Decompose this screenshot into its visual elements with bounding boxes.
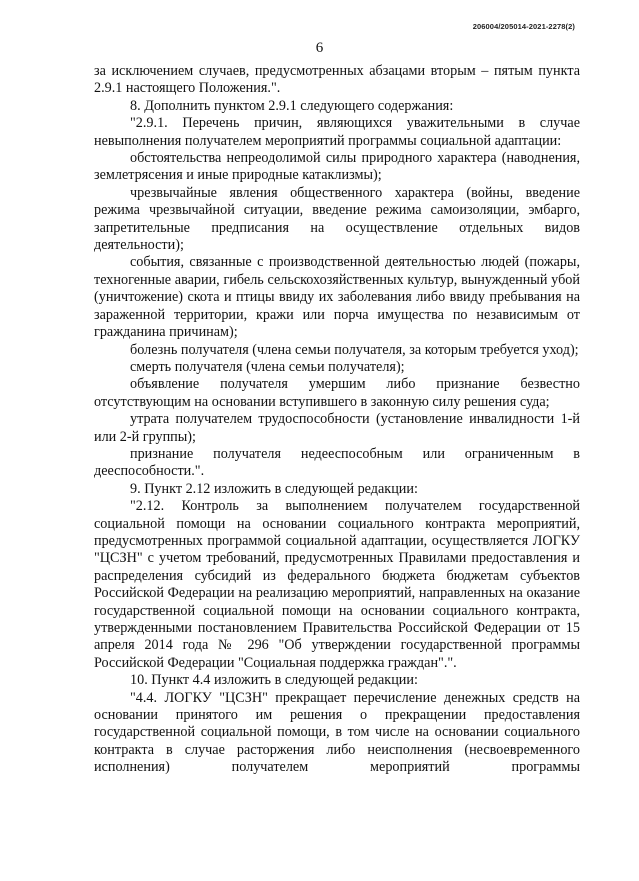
paragraph: "2.9.1. Перечень причин, являющихся уважительными в случае невыполнения получателем мероприятий программы социальной адаптации: (94, 115, 580, 149)
paragraph: объявление получателя умершим либо признание безвестно отсутствующим на основании вступившего в законную силу решения суда; (94, 376, 580, 410)
paragraph: признание получателя недееспособным или ограниченным в дееспособности.". (94, 445, 580, 480)
document-body (94, 63, 580, 777)
paragraph: обстоятельства непреодолимой силы природного характера (наводнения, землетрясения и иные природные катаклизмы); (94, 150, 580, 184)
paragraph: события, связанные с производственной деятельностью людей (пожары, техногенные аварии, гибель сельскохозяйственных культур, вынужденный убой (уничтожение) скота и птицы ввиду их заболевания либо ввиду пребывания на зараженной территории, кражи или порча имущества по независимым от гражданина причинам); (94, 254, 580, 341)
paragraph: 10. Пункт 4.4 изложить в следующей редакции: (130, 672, 418, 689)
document-id: 206004/205014-2021-2278(2) (472, 22, 575, 31)
paragraph: смерть получателя (члена семьи получателя); (130, 358, 405, 375)
paragraph: болезнь получателя (члена семьи получателя, за которым требуется уход); (130, 341, 579, 358)
paragraph: за исключением случаев, предусмотренных абзацами вторым – пятым пункта 2.9.1 настоящего Положения.". (94, 63, 580, 97)
paragraph: "2.12. Контроль за выполнением получателем государственной социальной помощи на основании социального контракта мероприятий, предусмотренных программой социальной адаптации, осуществляется ЛОГКУ "ЦСЗН" с учетом требований, предусмотренных Правилами предоставления и распределения субсидий из федерального бюджета бюджетам субъектов Российской Федерации на реализацию мероприятий, направленных на оказание государственной социальной помощи на основании социального контракта, утвержденными постановлением Правительства Российской Федерации от 15 апреля 2014 года № 296 "Об утверждении государственной программы Российской Федерации "Социальная поддержка граждан".". (94, 498, 580, 671)
paragraph: 9. Пункт 2.12 изложить в следующей редакции: (130, 480, 418, 497)
paragraph: утрата получателем трудоспособности (установление инвалидности 1-й или 2-й группы); (94, 411, 580, 445)
paragraph: 8. Дополнить пунктом 2.9.1 следующего содержания: (130, 97, 454, 114)
paragraph: чрезвычайные явления общественного характера (войны, введение режима чрезвычайной ситуации, введение режима самоизоляции, эмбарго, запретительные предписания на осуществление отдельных видов деятельности); (94, 184, 580, 254)
paragraph: "4.4. ЛОГКУ "ЦСЗН" прекращает перечисление денежных средств на основании принятого им решения о прекращении предоставления государственной социальной помощи, в том числе на основании социального контракта в случае расторжения либо неисполнения (несвоевременного исполнения) получателем мероприятий программы (94, 689, 580, 776)
page-number: 6 (315, 40, 324, 56)
